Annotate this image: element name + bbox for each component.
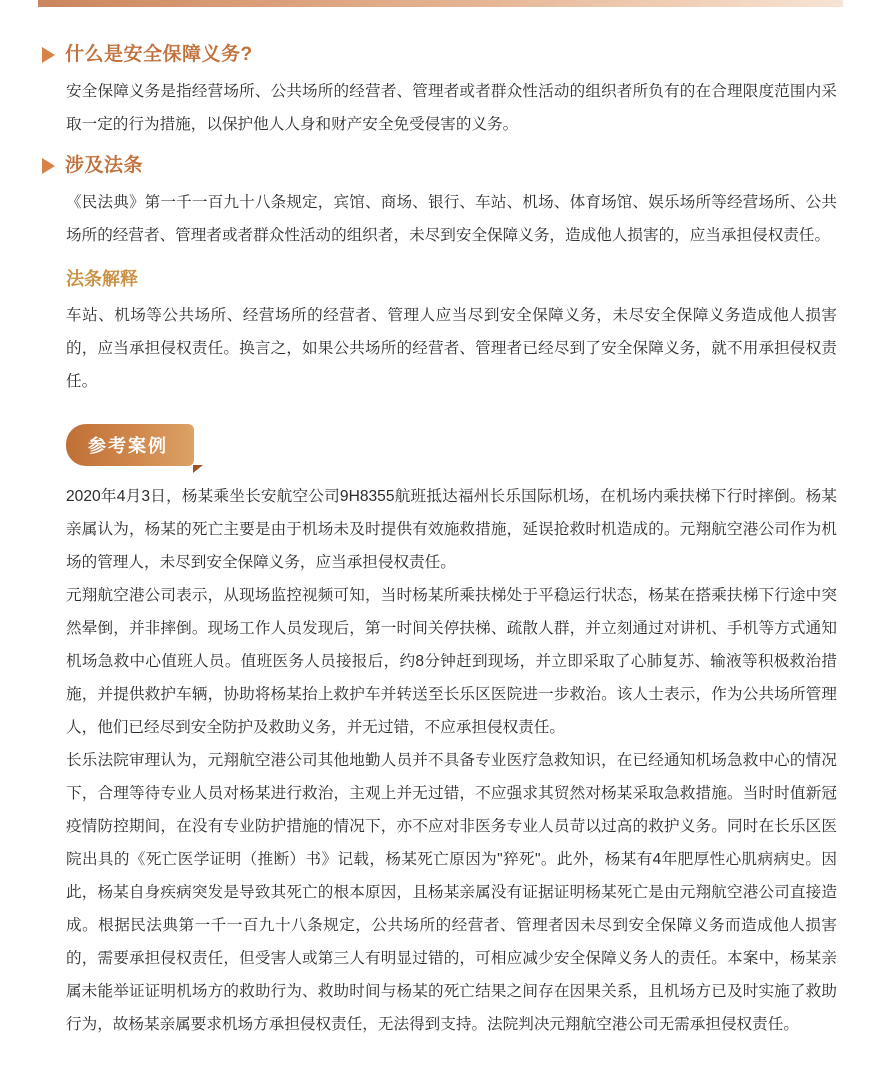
paragraph: 2020年4月3日，杨某乘坐长安航空公司9H8355航班抵达福州长乐国际机场，在机场内乘扶梯下行时摔倒。杨某亲属认为，杨某的死亡主要是由于机场未及时提供有效施救措施，延误抢救时机造成的。元翔航空港公司作为机场的管理人，未尽到安全保障义务，应当承担侵权责任。	[66, 487, 837, 571]
triangle-bullet-icon	[42, 158, 55, 174]
section-legal-explanation	[36, 268, 843, 398]
section-title: 涉及法条	[65, 154, 144, 176]
case-ribbon-label: 参考案例	[66, 424, 194, 466]
triangle-bullet-icon	[42, 47, 55, 63]
top-decorative-rule	[38, 0, 843, 7]
paragraph: 长乐法院审理认为，元翔航空港公司其他地勤人员并不具备专业医疗急救知识，在已经通知机场急救中心的情况下，合理等待专业人员对杨某进行救治，主观上并无过错，不应强求其贸然对杨某采取急救措施。当时时值新冠疫情防控期间，在没有专业防护措施的情况下，亦不应对非医务专业人员苛以过高的救护义务。同时在长乐区医院出具的《死亡医学证明（推断）书》记载，杨某死亡原因为"猝死"。此外，杨某有4年肥厚性心肌病病史。因此，杨某自身疾病突发是导致其死亡的根本原因，且杨某亲属没有证据证明杨某死亡是由元翔航空港公司直接造成。根据民法典第一千一百九十八条规定，公共场所的经营者、管理者因未尽到安全保障义务而造成他人损害的，需要承担侵权责任，但受害人或第三人有明显过错的，可相应减少安全保障义务人的责任。本案中，杨某亲属未能举证证明机场方的救助行为、救助时间与杨某的死亡结果之间存在因果关系，且机场方已及时实施了救助行为，故杨某亲属要求机场方承担侵权责任，无法得到支持。法院判决元翔航空港公司无需承担侵权责任。	[66, 751, 837, 1033]
paragraph: 安全保障义务是指经营场所、公共场所的经营者、管理者或者群众性活动的组织者所负有的在合理限度范围内采取一定的行为措施，以保护他人人身和财产安全免受侵害的义务。	[66, 82, 837, 133]
section-heading	[42, 44, 843, 67]
section-title: 法条解释	[66, 268, 138, 289]
section-legal-provision	[36, 155, 843, 252]
paragraph: 元翔航空港公司表示，从现场监控视频可知，当时杨某所乘扶梯处于平稳运行状态，杨某在搭乘扶梯下行途中突然晕倒，并非摔倒。现场工作人员发现后，第一时间关停扶梯、疏散人群，并立刻通过对讲机、手机等方式通知机场急救中心值班人员。值班医务人员接报后，约8分钟赶到现场，并立即采取了心肺复苏、输液等积极救治措施，并提供救护车辆，协助将杨某抬上救护车并转送至长乐区医院进一步救治。该人士表示，作为公共场所管理人，他们已经尽到安全防护及救助义务，并无过错，不应承担侵权责任。	[66, 586, 837, 736]
section-title: 什么是安全保障义务?	[65, 44, 253, 65]
paragraph: 车站、机场等公共场所、经营场所的经营者、管理人应当尽到安全保障义务，未尽安全保障义务造成他人损害的，应当承担侵权责任。换言之，如果公共场所的经营者、管理者已经尽到了安全保障义务，就不用承担侵权责任。	[66, 306, 837, 390]
case-body	[36, 480, 843, 1041]
section-heading	[42, 155, 843, 178]
section-what-is-safety-duty	[36, 44, 843, 141]
paragraph: 《民法典》第一千一百九十八条规定，宾馆、商场、银行、车站、机场、体育场馆、娱乐场所等经营场所、公共场所的经营者、管理者或者群众性活动的组织者，未尽到安全保障义务，造成他人损害的，应当承担侵权责任。	[66, 193, 837, 244]
section-reference-case	[36, 424, 843, 1041]
